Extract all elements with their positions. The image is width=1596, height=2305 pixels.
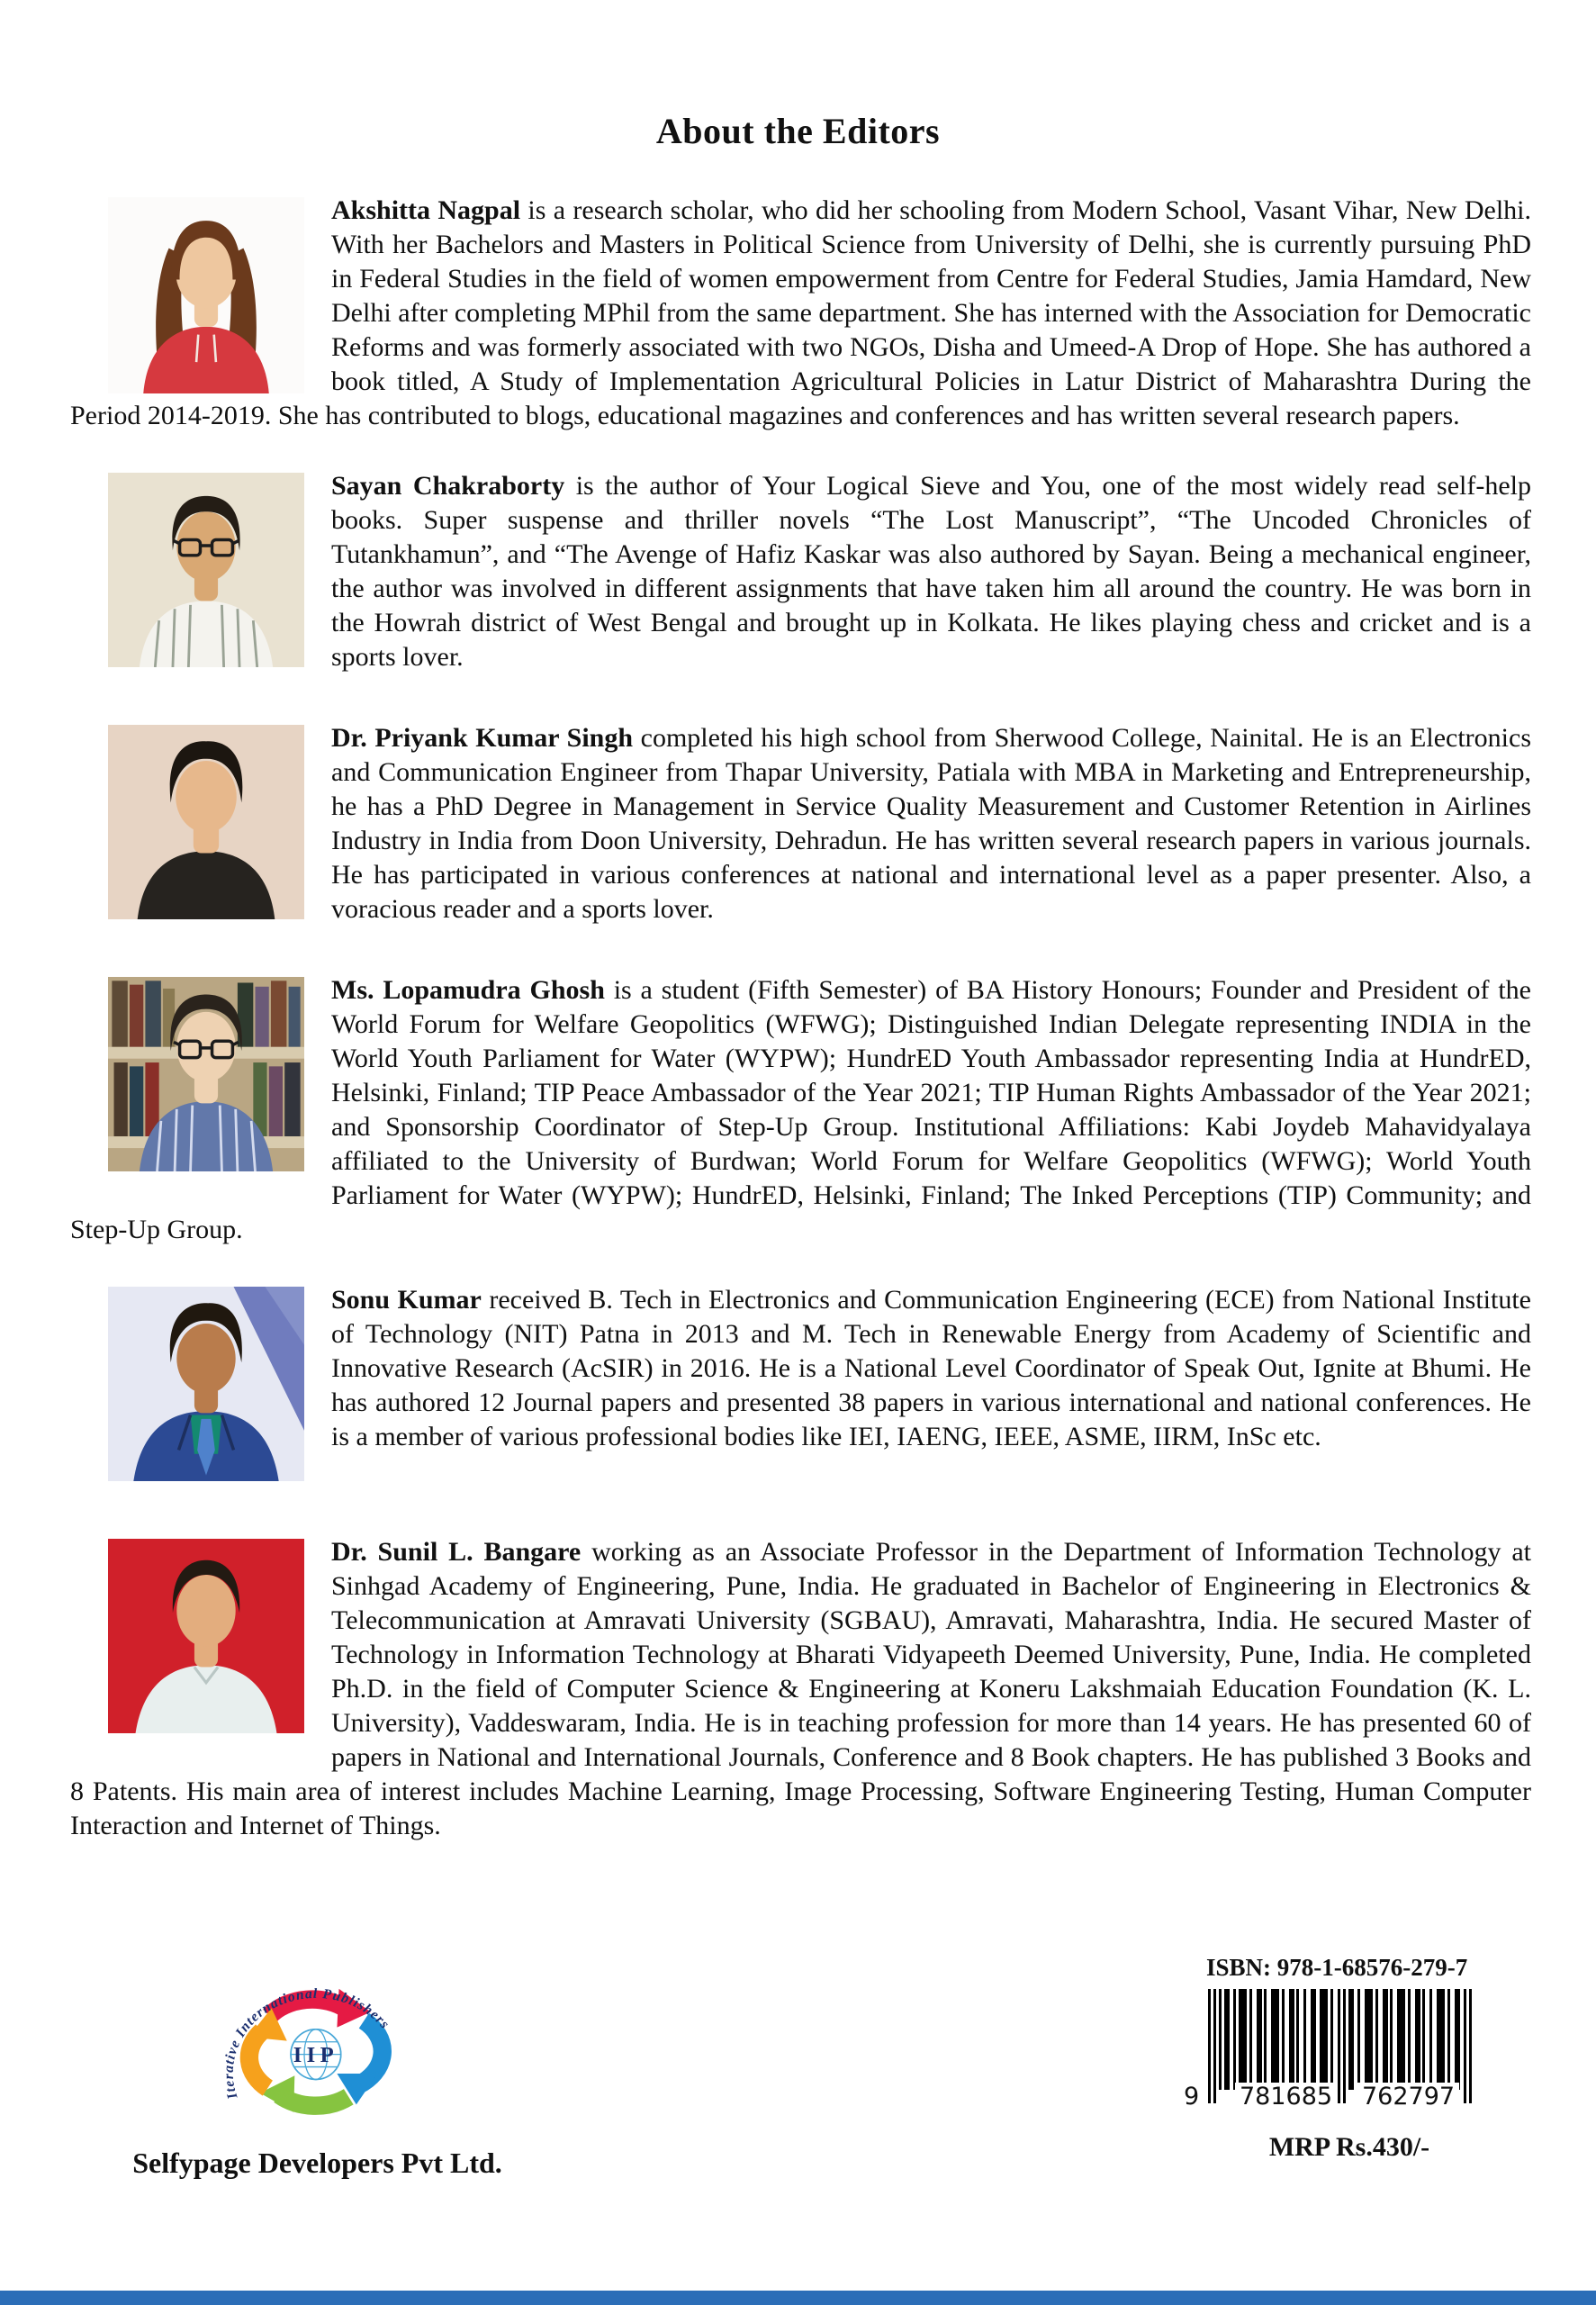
publisher-name: Selfypage Developers Pvt Ltd.	[132, 2147, 502, 2179]
editor-photo-priyank-kumar-singh	[108, 725, 304, 919]
editor-bio-akshitta-nagpal	[70, 194, 1531, 433]
editor-bio-lopamudra-ghosh	[70, 973, 1531, 1247]
editor-bio-body: completed his high school from Sherwood College, Nainital. He is an Electronics and Communication Engineer from Thapar University, Patiala with MBA in Marketing and Entrepreneurship, he has a PhD Degree in Management in Service Quality Measurement and Customer Retention in Airlines Industry in India from Doon University, Dehradun. He has written several research papers in various journals. He has participated in various conferences at national and international level as a paper presenter. Also, a voracious reader and a sports lover.	[331, 723, 1531, 924]
publisher-block	[90, 1977, 545, 2180]
page-title: About the Editors	[655, 111, 941, 151]
editor-bio-body: working as an Associate Professor in the Department of Information Technology at Sinhgad Academy of Engineering, Pune, India. He graduated in Bachelor of Engineering in Electronics & Telecommunication at Amravati University (SGBAU), Amravati, Maharashtra, India. He secured Master of Technology in Information Technology at Bharati Vidyapeeth Deemed University, Pune, India. He completed Ph.D. in the field of Computer Science & Engineering at Koneru Lakshmaiah Education Foundation (K. L. University), Vaddeswaram, India. He is in teaching profession for more than 14 years. He has presented 60 of papers in National and International Journals, Conference and 8 Book chapters. He has published 3 Books and 8 Patents. His main area of interest includes Machine Learning, Image Processing, Software Engineering Testing, Human Computer Interaction and Internet of Things.	[70, 1537, 1531, 1840]
portrait-man-glasses-icon	[108, 473, 304, 667]
portrait-man-red-background-icon	[108, 1539, 304, 1733]
editor-bio-body: is a student (Fifth Semester) of BA History Honours; Founder and President of the World Forum for Welfare Geopolitics (WFWG); Distinguished Indian Delegate representing INDIA in the World Youth Parliament for Water (WYPW); HundrED Youth Ambassador representing India at HundrED, Helsinki, Finland; TIP Peace Ambassador of the Year 2021; TIP Human Rights Ambassador of the Year 2021; and Sponsorship Coordinator of Step-Up Group. Institutional Affiliations: Kabi Joydeb Mahavidyalaya affiliated to the University of Burdwan; World Forum for Welfare Geopolitics (WFWG); World Youth Parliament for Water (WYPW); HundrED, Helsinki, Finland; The Inked Perceptions (TIP) Community; and Step-Up Group.	[70, 975, 1531, 1244]
barcode	[1184, 1989, 1478, 2111]
portrait-woman-icon	[108, 197, 304, 393]
editor-bio-priyank-kumar-singh	[70, 721, 1531, 937]
editor-name: Sonu Kumar	[331, 1285, 482, 1315]
mrp-price: MRP Rs.430/-	[1268, 2132, 1430, 2162]
editor-bio-sayan-chakraborty	[70, 469, 1531, 685]
editor-bio-sunil-bangare	[70, 1535, 1531, 1843]
barcode-digits-right: 762797	[1357, 2083, 1459, 2111]
editor-name: Akshitta Nagpal	[331, 195, 521, 225]
editor-bio-body: received B. Tech in Electronics and Communication Engineering (ECE) from National Institute of Technology (NIT) Patna in 2013 and M. Tech in Renewable Energy from Academy of Scientific and Innovative Research (AcSIR) in 2016. He is a National Level Coordinator of Speak Out, Ignite at Bhumi. He has authored 12 Journal papers and presented 38 papers in various international and national conferences. He is a member of various professional bodies like IEI, IAENG, IEEE, ASME, IIRM, InSc etc.	[331, 1285, 1531, 1451]
portrait-man-icon	[108, 725, 304, 919]
editor-name: Dr. Sunil L. Bangare	[331, 1537, 582, 1567]
portrait-student-glasses-bookshelf-icon	[108, 977, 304, 1171]
editor-photo-sunil-bangare	[108, 1539, 304, 1733]
bottom-accent-bar	[0, 2291, 1596, 2305]
isbn-label: ISBN: 978-1-68576-279-7	[1206, 1954, 1468, 1981]
publisher-logo-icon	[197, 1977, 438, 2141]
editor-photo-sayan-chakraborty	[108, 473, 304, 667]
editor-bios	[70, 194, 1531, 1843]
editor-photo-akshitta-nagpal	[108, 197, 304, 393]
editor-photo-lopamudra-ghosh	[108, 977, 304, 1171]
isbn-block	[1184, 1954, 1494, 2163]
publisher-ring-text: Iterative International Publishers	[221, 1985, 392, 2102]
editor-bio-body: is a research scholar, who did her schooling from Modern School, Vasant Vihar, New Delhi. With her Bachelors and Masters in Political Science from University of Delhi, she is currently pursuing PhD in Federal Studies in the field of women empowerment from Centre for Federal Studies, Jamia Hamdard, New Delhi after completing MPhil from the same department. She has interned with the Association for Democratic Reforms and was formerly associated with two NGOs, Disha and Umeed-A Drop of Hope. She has authored a book titled, A Study of Implementation Agricultural Policies in Latur District of Maharashtra During the Period 2014-2019. She has contributed to blogs, educational magazines and conferences and has written several research papers.	[70, 195, 1531, 430]
barcode-digits-left: 781685	[1235, 2083, 1337, 2111]
editor-name: Sayan Chakraborty	[331, 471, 565, 501]
portrait-man-suit-tie-icon	[108, 1287, 304, 1481]
barcode-digit-lead: 9	[1184, 2083, 1200, 2111]
publisher-monogram: IIP	[293, 2043, 338, 2068]
editor-name: Dr. Priyank Kumar Singh	[331, 723, 634, 753]
editor-photo-sonu-kumar	[108, 1287, 304, 1481]
editor-name: Ms. Lopamudra Ghosh	[331, 975, 605, 1005]
editor-bio-body: is the author of Your Logical Sieve and You, one of the most widely read self-help books. Super suspense and thriller novels “The Lost Manuscript”, “The Uncoded Chronicles of Tutankhamun”, and “The Avenge of Hafiz Kaskar was also authored by Sayan. Being a mechanical engineer, the author was involved in different assignments that have taken him all around the country. He was born in the Howrah district of West Bengal and brought up in Kolkata. He likes playing chess and cricket and is a sports lover.	[331, 471, 1531, 672]
editor-bio-sonu-kumar	[70, 1283, 1531, 1499]
